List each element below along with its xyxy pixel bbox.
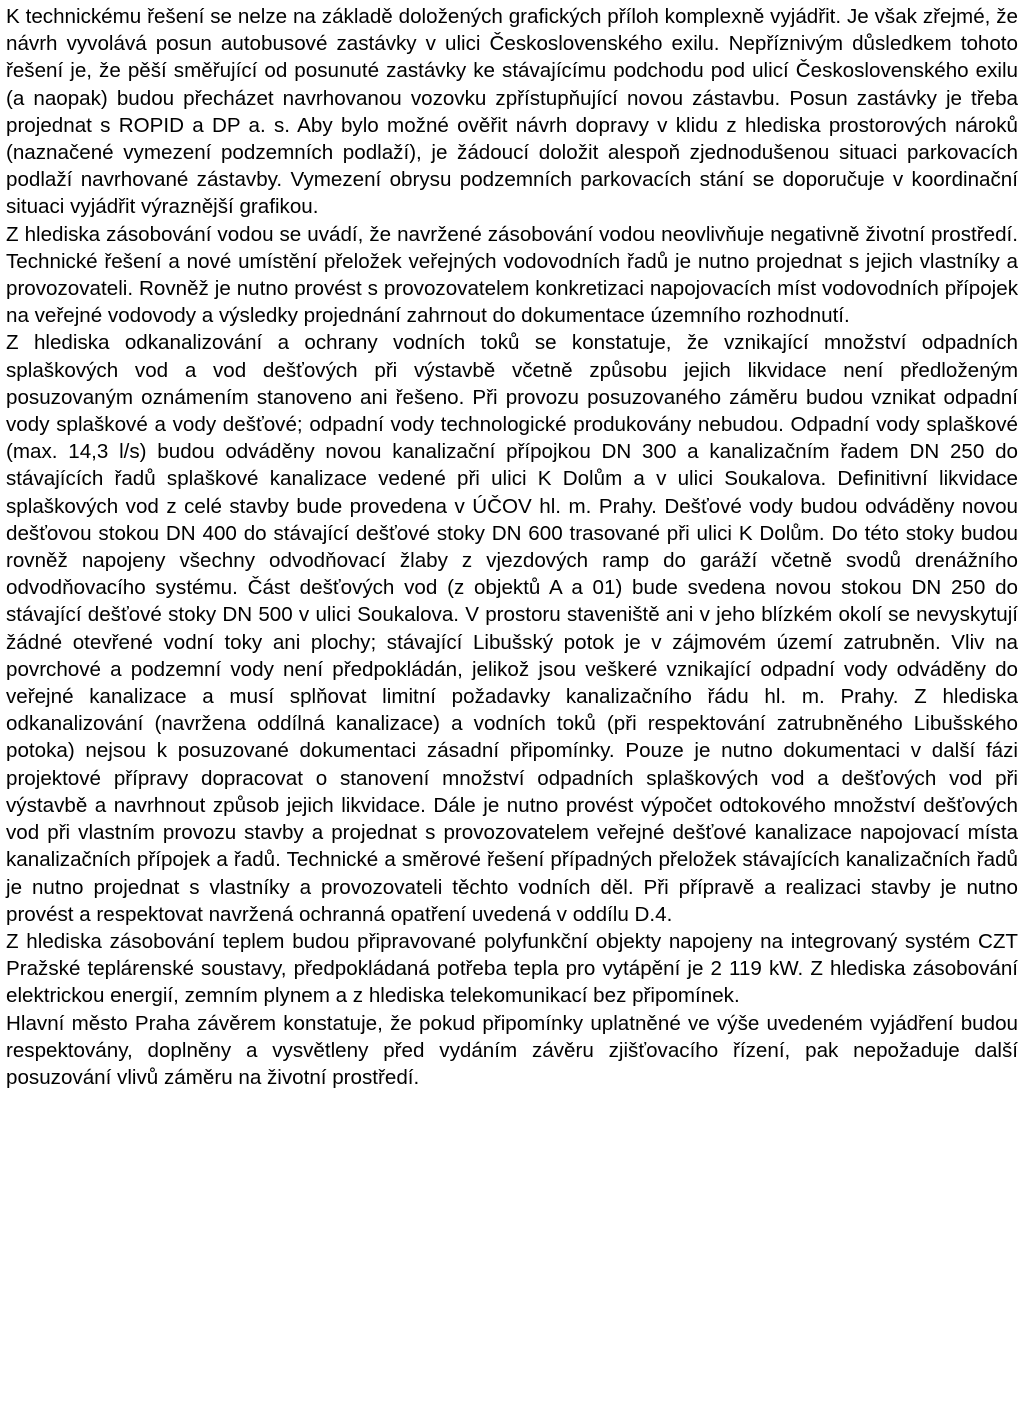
- paragraph-heat-supply: Z hlediska zásobování teplem budou připravované polyfunkční objekty napojeny na integrovaný systém CZT Pražské teplárenské soustavy, předpokládaná potřeba tepla pro vytápění je 2 119 kW. Z hlediska zásobování elektrickou energií, zemním plynem a z hlediska telekomunikací bez připomínek.: [6, 929, 1018, 1008]
- paragraph-water-supply: Z hlediska zásobování vodou se uvádí, že navržené zásobování vodou neovlivňuje negativně životní prostředí. Technické řešení a nové umístění přeložek veřejných vodovodních řadů je nutno projednat s jejich vlastníky a provozovateli. Rovněž je nutno provést s provozovatelem konkretizaci napojovacích míst vodovodních přípojek na veřejné vodovody a výsledky projednání zahrnout do dokumentace územního rozhodnutí.: [6, 222, 1018, 328]
- paragraph-transport: K technickému řešení se nelze na základě doložených grafických příloh komplexně vyjádřit. Je však zřejmé, že návrh vyvolává posun autobusové zastávky v ulici Československého exilu. Nepříznivým důsledkem tohoto řešení je, že pěší směřující od posunuté zastávky ke stávajícímu podchodu pod ulicí Československého exilu (a naopak) budou přecházet navrhovanou vozovku zpřístupňující novou zástavbu. Posun zastávky je třeba projednat s ROPID a DP a. s. Aby bylo možné ověřit návrh dopravy v klidu z hlediska prostorových nároků (naznačené vymezení podzemních podlaží), je žádoucí doložit alespoň zjednodušenou situaci parkovacích podlaží navrhované zástavby. Vymezení obrysu podzemních parkovacích stání se doporučuje v koordinační situaci vyjádřit výraznější grafikou.: [6, 5, 1018, 219]
- document-page: [6, 3, 1018, 1091]
- paragraph-conclusion: Hlavní město Praha závěrem konstatuje, že pokud připomínky uplatněné ve výše uvedeném vyjádření budou respektovány, doplněny a vysvětleny před vydáním závěru zjišťovacího řízení, pak nepožaduje další posuzování vlivů záměru na životní prostředí.: [6, 1011, 1018, 1089]
- paragraph-sewerage: Z hlediska odkanalizování a ochrany vodních toků se konstatuje, že vznikající množství odpadních splaškových vod a vod dešťových při výstavbě včetně způsobu jejich likvidace není předloženým posuzovaným oznámením stanoveno ani řešeno. Při provozu posuzovaného záměru budou vznikat odpadní vody splaškové a vody dešťové; odpadní vody technologické produkovány nebudou. Odpadní vody splaškové (max. 14,3 l/s) budou odváděny novou kanalizační přípojkou DN 300 a kanalizačním řadem DN 250 do stávajících řadů splaškové kanalizace vedené při ulici K Dolům a v ulici Soukalova. Definitivní likvidace splaškových vod z celé stavby bude provedena v ÚČOV hl. m. Prahy. Dešťové vody budou odváděny novou dešťovou stokou DN 400 do stávající dešťové stoky DN 600 trasované při ulici K Dolům. Do této stoky budou rovněž napojeny všechny odvodňovací žlaby z vjezdových ramp do garáží včetně svodů drenážního odvodňovacího systému. Část dešťových vod (z objektů A a 01) bude svedena novou stokou DN 250 do stávající dešťové stoky DN 500 v ulici Soukalova. V prostoru staveniště ani v jeho blízkém okolí se nevyskytují žádné otevřené vodní toky ani plochy; stávající Libušský potok je v zájmovém území zatrubněn. Vliv na povrchové a podzemní vody není předpokládán, jelikož jsou veškeré vznikající odpadní vody odváděny do veřejné kanalizace a musí splňovat limitní požadavky kanalizačního řádu hl. m. Prahy. Z hlediska odkanalizování (navržena oddílná kanalizace) a vodních toků (při respektování zatrubněného Libušského potoka) nejsou k posuzované dokumentaci zásadní připomínky. Pouze je nutno dokumentaci v další fázi projektové přípravy dopracovat o stanovení množství odpadních splaškových vod a dešťových vod při výstavbě a navrhnout způsob jejich likvidace. Dále je nutno provést výpočet odtokového množství dešťových vod při vlastním provozu stavby a projednat s provozovatelem veřejné dešťové kanalizace napojovací místa kanalizačních přípojek a řadů. Technické a směrové řešení případných přeložek stávajících kanalizačních řadů je nutno projednat s vlastníky a provozovateli těchto vodních děl. Při přípravě a realizaci stavby je nutno provést a respektovat navržená ochranná opatření uvedená v oddílu D.4.: [6, 331, 1018, 926]
